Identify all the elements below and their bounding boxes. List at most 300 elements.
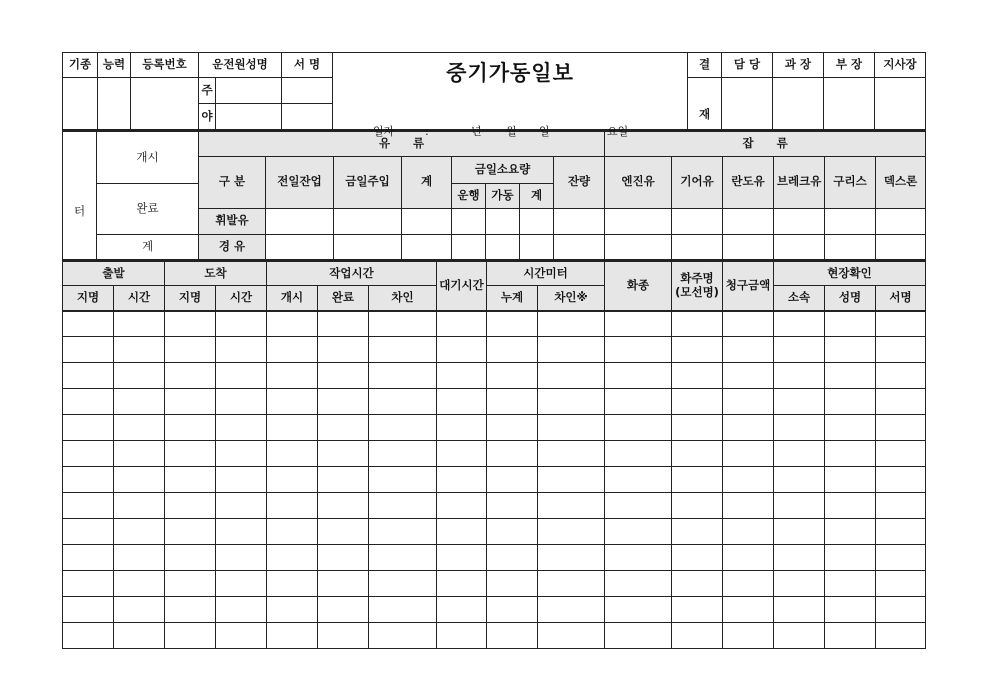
date-year: 년	[471, 125, 482, 138]
time-meter-header: 시간미터	[487, 261, 605, 286]
log-entry-cell[interactable]	[63, 389, 114, 415]
log-entry-cell[interactable]	[538, 389, 605, 415]
log-entry-cell[interactable]	[318, 493, 369, 519]
log-entry-cell[interactable]	[825, 519, 876, 545]
previous-remaining-header: 전일잔업	[266, 156, 334, 208]
log-entry-cell[interactable]	[437, 467, 487, 493]
misc-oil-group-header: 잡 류	[605, 131, 926, 156]
approval-sign-section-chief[interactable]	[773, 78, 824, 130]
log-entry-cell[interactable]	[487, 597, 538, 623]
diesel-row-label: 경 유	[199, 234, 266, 259]
log-entry-cell[interactable]	[876, 441, 926, 467]
log-entry-cell[interactable]	[487, 493, 538, 519]
log-entry-cell[interactable]	[605, 519, 672, 545]
log-entry-cell[interactable]	[369, 415, 437, 441]
meter-total-label: 계	[97, 234, 199, 259]
log-entry-cell[interactable]	[487, 389, 538, 415]
log-entry-cell[interactable]	[437, 415, 487, 441]
log-entry-cell[interactable]	[318, 363, 369, 389]
wait-time-header: 대기시간	[437, 261, 487, 311]
gasoline-cell[interactable]	[554, 208, 605, 234]
log-entry-cell[interactable]	[538, 337, 605, 363]
gasoline-cell[interactable]	[452, 208, 486, 234]
log-entry-cell[interactable]	[723, 545, 774, 571]
log-entry-cell[interactable]	[165, 519, 216, 545]
log-entry-cell[interactable]	[267, 363, 318, 389]
log-entry-cell[interactable]	[774, 363, 825, 389]
shipper-label: 화주명	[680, 271, 714, 286]
log-entry-cell[interactable]	[165, 337, 216, 363]
log-entry-cell[interactable]	[605, 415, 672, 441]
log-entry-cell[interactable]	[216, 519, 267, 545]
log-entry-cell[interactable]	[216, 441, 267, 467]
site-signature-header: 서명	[876, 286, 926, 311]
log-entry-cell[interactable]	[165, 623, 216, 649]
meter-end-label: 완료	[97, 183, 199, 234]
log-entry-cell[interactable]	[487, 467, 538, 493]
log-entry-cell[interactable]	[774, 389, 825, 415]
log-entry-cell[interactable]	[63, 467, 114, 493]
log-entry-cell[interactable]	[369, 597, 437, 623]
log-entry-cell[interactable]	[369, 337, 437, 363]
log-entry-cell[interactable]	[723, 519, 774, 545]
log-entry-cell[interactable]	[165, 571, 216, 597]
vessel-label: (모선명)	[675, 284, 719, 299]
operator-name-header: 운전원성명	[199, 53, 282, 78]
log-entry-cell[interactable]	[876, 597, 926, 623]
log-entry-cell[interactable]	[318, 467, 369, 493]
log-entry-cell[interactable]	[216, 389, 267, 415]
log-entry-cell[interactable]	[723, 467, 774, 493]
log-entry-cell[interactable]	[672, 441, 723, 467]
log-entry-cell[interactable]	[876, 545, 926, 571]
date-colon: :	[425, 125, 429, 138]
log-entry-cell[interactable]	[876, 415, 926, 441]
log-entry-cell[interactable]	[437, 597, 487, 623]
log-entry-cell[interactable]	[318, 311, 369, 337]
log-entry-cell[interactable]	[318, 337, 369, 363]
log-entry-cell[interactable]	[538, 363, 605, 389]
diesel-cell[interactable]	[402, 234, 452, 259]
log-entry-cell[interactable]	[672, 337, 723, 363]
consumption-total-header: 계	[520, 183, 554, 208]
log-entry-cell[interactable]	[672, 467, 723, 493]
log-entry-cell[interactable]	[437, 493, 487, 519]
hour-meter-label: 터	[63, 131, 97, 259]
log-entry-cell[interactable]	[876, 519, 926, 545]
log-entry-cell[interactable]	[267, 441, 318, 467]
log-entry-cell[interactable]	[825, 311, 876, 337]
log-entry-cell[interactable]	[318, 441, 369, 467]
log-entry-cell[interactable]	[774, 623, 825, 649]
misc-oil-cell[interactable]	[876, 208, 926, 234]
misc-oil-cell[interactable]	[825, 208, 876, 234]
log-entry-cell[interactable]	[114, 623, 165, 649]
arrival-header: 도착	[165, 261, 267, 286]
log-entry-cell[interactable]	[369, 389, 437, 415]
log-entry-cell[interactable]	[723, 311, 774, 337]
log-entry-cell[interactable]	[437, 389, 487, 415]
log-entry-cell[interactable]	[605, 623, 672, 649]
log-entry-cell[interactable]	[267, 597, 318, 623]
log-entry-cell[interactable]	[114, 415, 165, 441]
log-entry-cell[interactable]	[723, 415, 774, 441]
log-entry-cell[interactable]	[267, 519, 318, 545]
table-row	[63, 441, 926, 467]
log-entry-cell[interactable]	[165, 415, 216, 441]
log-entry-cell[interactable]	[63, 571, 114, 597]
log-entry-cell[interactable]	[369, 623, 437, 649]
diesel-cell[interactable]	[486, 234, 520, 259]
log-entry-cell[interactable]	[114, 337, 165, 363]
log-entry-cell[interactable]	[216, 597, 267, 623]
log-entry-cell[interactable]	[318, 623, 369, 649]
dexron-header: 덱스론	[876, 156, 926, 208]
log-entry-cell[interactable]	[487, 545, 538, 571]
log-entry-cell[interactable]	[487, 415, 538, 441]
log-entry-cell[interactable]	[267, 311, 318, 337]
engine-oil-header: 엔진유	[605, 156, 672, 208]
log-entry-cell[interactable]	[165, 467, 216, 493]
log-entry-cell[interactable]	[825, 467, 876, 493]
log-entry-cell[interactable]	[114, 571, 165, 597]
day-shift-label: 주	[199, 78, 216, 104]
log-entry-cell[interactable]	[876, 493, 926, 519]
equipment-type-header: 기종	[63, 53, 98, 78]
log-entry-cell[interactable]	[538, 493, 605, 519]
log-entry-cell[interactable]	[487, 363, 538, 389]
brake-oil-header: 브레크유	[774, 156, 825, 208]
log-entry-cell[interactable]	[825, 571, 876, 597]
log-entry-cell[interactable]	[63, 493, 114, 519]
departure-header: 출발	[63, 261, 165, 286]
table-row	[63, 493, 926, 519]
log-entry-cell[interactable]	[774, 493, 825, 519]
log-entry-cell[interactable]	[267, 545, 318, 571]
log-entry-cell[interactable]	[437, 519, 487, 545]
log-entry-cell[interactable]	[437, 363, 487, 389]
log-entry-cell[interactable]	[538, 545, 605, 571]
log-entry-cell[interactable]	[216, 545, 267, 571]
log-entry-cell[interactable]	[267, 623, 318, 649]
departure-time-header: 시간	[114, 286, 165, 311]
log-entry-cell[interactable]	[437, 337, 487, 363]
log-entry-cell[interactable]	[318, 389, 369, 415]
log-entry-cell[interactable]	[487, 337, 538, 363]
log-entry-cell[interactable]	[267, 389, 318, 415]
log-entry-cell[interactable]	[825, 415, 876, 441]
log-entry-cell[interactable]	[605, 545, 672, 571]
log-entry-cell[interactable]	[216, 571, 267, 597]
date-month: 월	[506, 125, 517, 138]
diesel-cell[interactable]	[266, 234, 334, 259]
approval-sign-department-head[interactable]	[824, 78, 875, 130]
log-entry-cell[interactable]	[774, 467, 825, 493]
log-entry-cell[interactable]	[723, 363, 774, 389]
log-entry-cell[interactable]	[538, 623, 605, 649]
night-operator-field[interactable]	[216, 104, 282, 130]
log-entry-cell[interactable]	[318, 519, 369, 545]
log-entry-cell[interactable]	[825, 545, 876, 571]
fuel-table	[62, 130, 926, 260]
log-entry-cell[interactable]	[216, 363, 267, 389]
billing-amount-header: 청구금액	[723, 261, 774, 311]
table-row	[63, 467, 926, 493]
day-operator-field[interactable]	[216, 78, 282, 104]
misc-oil-cell[interactable]	[723, 208, 774, 234]
log-entry-cell[interactable]	[538, 467, 605, 493]
oil-group-header: 유 류	[199, 131, 605, 156]
log-entry-cell[interactable]	[605, 389, 672, 415]
log-entry-cell[interactable]	[114, 467, 165, 493]
site-affiliation-header: 소속	[774, 286, 825, 311]
log-entry-cell[interactable]	[63, 597, 114, 623]
log-entry-cell[interactable]	[825, 623, 876, 649]
log-entry-cell[interactable]	[723, 597, 774, 623]
log-entry-cell[interactable]	[369, 519, 437, 545]
remaining-header: 잔량	[554, 156, 605, 208]
gasoline-cell[interactable]	[402, 208, 452, 234]
log-entry-cell[interactable]	[876, 363, 926, 389]
misc-oil-cell[interactable]	[774, 234, 825, 259]
log-entry-cell[interactable]	[876, 571, 926, 597]
log-entry-cell[interactable]	[437, 311, 487, 337]
table-row	[63, 545, 926, 571]
log-entry-cell[interactable]	[723, 493, 774, 519]
gasoline-cell[interactable]	[334, 208, 402, 234]
log-entry-cell[interactable]	[672, 545, 723, 571]
shipper-header	[672, 261, 723, 311]
diesel-cell[interactable]	[520, 234, 554, 259]
log-entry-cell[interactable]	[672, 519, 723, 545]
log-entry-cell[interactable]	[774, 311, 825, 337]
equipment-type-field[interactable]	[63, 78, 98, 130]
log-entry-cell[interactable]	[63, 623, 114, 649]
signature-header: 서 명	[282, 53, 333, 78]
log-entry-cell[interactable]	[605, 311, 672, 337]
log-entry-cell[interactable]	[369, 363, 437, 389]
log-entry-cell[interactable]	[369, 545, 437, 571]
log-entry-cell[interactable]	[774, 519, 825, 545]
log-entry-cell[interactable]	[267, 493, 318, 519]
log-entry-cell[interactable]	[487, 311, 538, 337]
log-entry-cell[interactable]	[672, 597, 723, 623]
diesel-cell[interactable]	[554, 234, 605, 259]
misc-oil-cell[interactable]	[672, 208, 723, 234]
table-row	[63, 597, 926, 623]
gasoline-cell[interactable]	[486, 208, 520, 234]
log-entry-cell[interactable]	[318, 415, 369, 441]
log-entry-cell[interactable]	[538, 415, 605, 441]
log-entry-cell[interactable]	[318, 545, 369, 571]
log-entry-cell[interactable]	[318, 571, 369, 597]
log-entry-cell[interactable]	[672, 623, 723, 649]
log-entry-cell[interactable]	[267, 467, 318, 493]
log-entry-cell[interactable]	[216, 311, 267, 337]
approval-label-bottom: 재	[698, 106, 711, 121]
log-entry-cell[interactable]	[876, 623, 926, 649]
approval-role-section-chief: 과 장	[773, 53, 824, 78]
log-entry-cell[interactable]	[216, 623, 267, 649]
log-entry-cell[interactable]	[774, 415, 825, 441]
log-entry-cell[interactable]	[723, 441, 774, 467]
log-entry-cell[interactable]	[165, 545, 216, 571]
table-row	[63, 311, 926, 337]
log-entry-cell[interactable]	[825, 597, 876, 623]
day-signature-field[interactable]	[282, 78, 333, 104]
table-row	[63, 623, 926, 649]
log-entry-cell[interactable]	[437, 571, 487, 597]
log-entry-cell[interactable]	[437, 545, 487, 571]
log-entry-cell[interactable]	[114, 363, 165, 389]
log-entry-cell[interactable]	[114, 545, 165, 571]
log-entry-cell[interactable]	[774, 597, 825, 623]
log-entry-cell[interactable]	[369, 441, 437, 467]
log-entry-cell[interactable]	[114, 389, 165, 415]
misc-oil-cell[interactable]	[605, 208, 672, 234]
log-entry-cell[interactable]	[487, 519, 538, 545]
diesel-cell[interactable]	[452, 234, 486, 259]
approval-sign-branch-head[interactable]	[875, 78, 926, 130]
log-entry-cell[interactable]	[369, 571, 437, 597]
log-entry-cell[interactable]	[876, 467, 926, 493]
misc-oil-cell[interactable]	[723, 234, 774, 259]
log-entry-cell[interactable]	[774, 337, 825, 363]
log-entry-cell[interactable]	[267, 415, 318, 441]
log-entry-cell[interactable]	[605, 337, 672, 363]
misc-oil-cell[interactable]	[774, 208, 825, 234]
log-entry-cell[interactable]	[605, 493, 672, 519]
log-entry-cell[interactable]	[63, 545, 114, 571]
misc-oil-cell[interactable]	[605, 234, 672, 259]
log-entry-cell[interactable]	[318, 597, 369, 623]
log-entry-cell[interactable]	[267, 337, 318, 363]
misc-oil-cell[interactable]	[825, 234, 876, 259]
log-entry-cell[interactable]	[723, 623, 774, 649]
log-entry-cell[interactable]	[605, 571, 672, 597]
log-entry-cell[interactable]	[63, 441, 114, 467]
log-entry-cell[interactable]	[672, 363, 723, 389]
log-entry-cell[interactable]	[672, 493, 723, 519]
log-entry-cell[interactable]	[723, 337, 774, 363]
approval-sign-manager[interactable]	[722, 78, 773, 130]
page-title: 중기가동일보	[446, 61, 574, 85]
log-entry-cell[interactable]	[774, 441, 825, 467]
log-entry-cell[interactable]	[723, 389, 774, 415]
arrival-place-header: 지명	[165, 286, 216, 311]
log-entry-cell[interactable]	[369, 467, 437, 493]
log-entry-cell[interactable]	[165, 389, 216, 415]
log-entry-cell[interactable]	[876, 311, 926, 337]
log-entry-cell[interactable]	[876, 389, 926, 415]
log-entry-cell[interactable]	[825, 389, 876, 415]
diesel-cell[interactable]	[334, 234, 402, 259]
consumption-operation-header: 운행	[452, 183, 486, 208]
log-entry-cell[interactable]	[437, 623, 487, 649]
log-entry-cell[interactable]	[165, 597, 216, 623]
log-entry-cell[interactable]	[538, 441, 605, 467]
meter-start-label: 개시	[97, 131, 199, 183]
gasoline-cell[interactable]	[266, 208, 334, 234]
consumption-running-header: 가동	[486, 183, 520, 208]
log-entry-cell[interactable]	[672, 389, 723, 415]
log-entry-cell[interactable]	[605, 363, 672, 389]
log-entry-cell[interactable]	[114, 311, 165, 337]
log-entry-cell[interactable]	[876, 337, 926, 363]
work-time-header: 작업시간	[267, 261, 437, 286]
log-entry-cell[interactable]	[437, 441, 487, 467]
log-entry-cell[interactable]	[605, 597, 672, 623]
fuel-total-header: 계	[402, 156, 452, 208]
log-entry-cell[interactable]	[825, 441, 876, 467]
gasoline-cell[interactable]	[520, 208, 554, 234]
log-entry-cell[interactable]	[538, 597, 605, 623]
log-entry-cell[interactable]	[114, 519, 165, 545]
capacity-field[interactable]	[98, 78, 131, 130]
log-entry-cell[interactable]	[165, 363, 216, 389]
log-entry-cell[interactable]	[216, 415, 267, 441]
log-entry-cell[interactable]	[63, 363, 114, 389]
log-entry-cell[interactable]	[114, 597, 165, 623]
misc-oil-cell[interactable]	[876, 234, 926, 259]
gasoline-row-label: 휘발유	[199, 208, 266, 234]
log-entry-cell[interactable]	[114, 441, 165, 467]
work-start-header: 개시	[267, 286, 318, 311]
log-entry-cell[interactable]	[605, 467, 672, 493]
log-entry-cell[interactable]	[538, 571, 605, 597]
table-row	[63, 363, 926, 389]
approval-role-department-head: 부 장	[824, 53, 875, 78]
table-row	[63, 519, 926, 545]
log-entry-cell[interactable]	[538, 519, 605, 545]
log-entry-cell[interactable]	[672, 415, 723, 441]
log-entry-cell[interactable]	[216, 493, 267, 519]
log-entry-cell[interactable]	[63, 311, 114, 337]
log-entry-cell[interactable]	[605, 441, 672, 467]
log-entry-cell[interactable]	[216, 337, 267, 363]
night-signature-field[interactable]	[282, 104, 333, 130]
title-cell	[333, 53, 688, 138]
log-entry-cell[interactable]	[487, 623, 538, 649]
log-entry-cell[interactable]	[774, 571, 825, 597]
table-row	[63, 571, 926, 597]
log-entry-cell[interactable]	[369, 493, 437, 519]
log-entry-cell[interactable]	[63, 519, 114, 545]
log-entry-cell[interactable]	[267, 571, 318, 597]
log-entry-cell[interactable]	[672, 571, 723, 597]
log-entry-cell[interactable]	[672, 311, 723, 337]
log-entry-cell[interactable]	[369, 311, 437, 337]
log-entry-cell[interactable]	[165, 493, 216, 519]
log-entry-cell[interactable]	[487, 571, 538, 597]
log-entry-cell[interactable]	[825, 363, 876, 389]
log-entry-cell[interactable]	[63, 337, 114, 363]
log-entry-cell[interactable]	[165, 311, 216, 337]
log-entry-cell[interactable]	[114, 493, 165, 519]
log-entry-cell[interactable]	[165, 441, 216, 467]
work-log-table	[62, 260, 926, 650]
misc-oil-cell[interactable]	[672, 234, 723, 259]
registration-number-field[interactable]	[131, 78, 199, 130]
log-entry-cell[interactable]	[723, 571, 774, 597]
log-entry-cell[interactable]	[63, 415, 114, 441]
log-entry-cell[interactable]	[825, 493, 876, 519]
log-entry-cell[interactable]	[825, 337, 876, 363]
log-entry-cell[interactable]	[774, 545, 825, 571]
log-entry-cell[interactable]	[487, 441, 538, 467]
log-entry-cell[interactable]	[538, 311, 605, 337]
log-entry-cell[interactable]	[216, 467, 267, 493]
